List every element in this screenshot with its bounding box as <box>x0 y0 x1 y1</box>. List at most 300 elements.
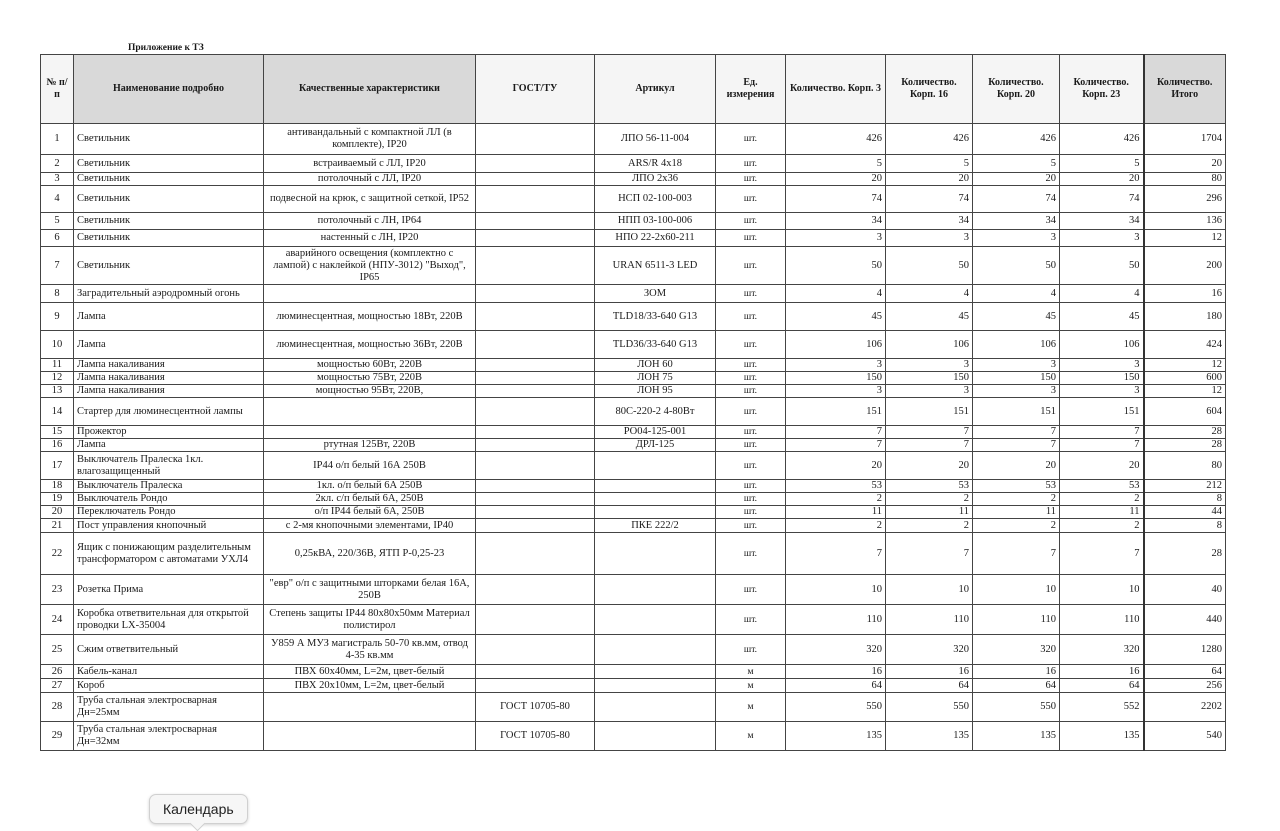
specification-table <box>40 54 1226 751</box>
cell-qty-korp23: 150 <box>1060 372 1144 385</box>
cell-qty-korp3: 2 <box>786 519 886 533</box>
cell-qty-korp3: 2 <box>786 493 886 506</box>
table-row <box>41 693 1226 722</box>
cell-qty-korp3: 151 <box>786 398 886 426</box>
cell-qty-total: 44 <box>1144 506 1226 519</box>
cell-qty-korp16: 16 <box>886 665 973 679</box>
cell-article <box>595 506 716 519</box>
cell-qty-total: 200 <box>1144 247 1226 285</box>
cell-qty-korp3: 550 <box>786 693 886 722</box>
cell-article: TLD36/33-640 G13 <box>595 331 716 359</box>
cell-qty-total: 64 <box>1144 665 1226 679</box>
cell-num: 5 <box>41 213 74 230</box>
cell-gost <box>476 605 595 635</box>
cell-qty-korp3: 64 <box>786 679 886 693</box>
cell-name: Лампа накаливания <box>74 372 264 385</box>
cell-unit: шт. <box>716 519 786 533</box>
cell-num: 6 <box>41 230 74 247</box>
table-row <box>41 331 1226 359</box>
cell-characteristics <box>264 693 476 722</box>
cell-qty-korp16: 2 <box>886 493 973 506</box>
cell-characteristics: о/п IP44 белый 6А, 250В <box>264 506 476 519</box>
cell-qty-korp20: 2 <box>973 493 1060 506</box>
cell-article <box>595 665 716 679</box>
cell-qty-korp20: 7 <box>973 426 1060 439</box>
cell-name: Стартер для люминесцентной лампы <box>74 398 264 426</box>
cell-num: 29 <box>41 722 74 751</box>
cell-name: Светильник <box>74 186 264 213</box>
cell-name: Пост управления кнопочный <box>74 519 264 533</box>
cell-qty-korp16: 7 <box>886 426 973 439</box>
cell-qty-total: 8 <box>1144 493 1226 506</box>
cell-article <box>595 693 716 722</box>
cell-qty-korp20: 550 <box>973 693 1060 722</box>
cell-qty-total: 212 <box>1144 480 1226 493</box>
cell-name: Выключатель Пралеска <box>74 480 264 493</box>
cell-qty-korp20: 20 <box>973 173 1060 186</box>
cell-qty-korp16: 3 <box>886 385 973 398</box>
cell-qty-korp20: 3 <box>973 359 1060 372</box>
cell-name: Лампа <box>74 331 264 359</box>
cell-article: ЛОН 75 <box>595 372 716 385</box>
cell-characteristics: с 2-мя кнопочными элементами, IP40 <box>264 519 476 533</box>
cell-qty-korp20: 7 <box>973 439 1060 452</box>
cell-qty-korp3: 7 <box>786 439 886 452</box>
cell-qty-korp3: 3 <box>786 385 886 398</box>
cell-qty-korp16: 150 <box>886 372 973 385</box>
table-row <box>41 398 1226 426</box>
cell-unit: шт. <box>716 605 786 635</box>
cell-qty-korp20: 4 <box>973 285 1060 303</box>
cell-unit: м <box>716 679 786 693</box>
cell-qty-korp16: 4 <box>886 285 973 303</box>
table-row <box>41 722 1226 751</box>
cell-gost <box>476 493 595 506</box>
table-row <box>41 439 1226 452</box>
cell-qty-total: 136 <box>1144 213 1226 230</box>
cell-name: Труба стальная электросварная Дн=32мм <box>74 722 264 751</box>
cell-qty-total: 604 <box>1144 398 1226 426</box>
cell-characteristics: настенный с ЛН, IP20 <box>264 230 476 247</box>
cell-qty-korp23: 50 <box>1060 247 1144 285</box>
cell-qty-total: 28 <box>1144 426 1226 439</box>
cell-article <box>595 452 716 480</box>
cell-name: Выключатель Пралеска 1кл. влагозащищенный <box>74 452 264 480</box>
cell-qty-total: 256 <box>1144 679 1226 693</box>
cell-qty-total: 180 <box>1144 303 1226 331</box>
cell-qty-korp23: 320 <box>1060 635 1144 665</box>
cell-qty-korp3: 20 <box>786 173 886 186</box>
cell-qty-korp3: 74 <box>786 186 886 213</box>
cell-num: 8 <box>41 285 74 303</box>
cell-gost <box>476 173 595 186</box>
cell-unit: шт. <box>716 506 786 519</box>
cell-qty-korp20: 74 <box>973 186 1060 213</box>
table-row <box>41 519 1226 533</box>
cell-article <box>595 635 716 665</box>
cell-qty-korp20: 10 <box>973 575 1060 605</box>
cell-qty-korp23: 74 <box>1060 186 1144 213</box>
cell-gost <box>476 665 595 679</box>
cell-qty-korp16: 20 <box>886 452 973 480</box>
cell-num: 26 <box>41 665 74 679</box>
cell-unit: шт. <box>716 426 786 439</box>
cell-characteristics <box>264 722 476 751</box>
cell-name: Светильник <box>74 230 264 247</box>
cell-name: Светильник <box>74 155 264 173</box>
header-qty-korp20: Количество. Корп. 20 <box>973 55 1060 124</box>
cell-qty-korp3: 3 <box>786 359 886 372</box>
cell-name: Заградительный аэродромный огонь <box>74 285 264 303</box>
cell-article <box>595 480 716 493</box>
header-qty-total: Количество. Итого <box>1144 55 1226 124</box>
cell-qty-korp20: 45 <box>973 303 1060 331</box>
cell-article <box>595 533 716 575</box>
cell-qty-korp23: 16 <box>1060 665 1144 679</box>
cell-gost <box>476 213 595 230</box>
table-row <box>41 186 1226 213</box>
cell-qty-korp3: 7 <box>786 426 886 439</box>
cell-qty-korp16: 74 <box>886 186 973 213</box>
cell-qty-korp23: 11 <box>1060 506 1144 519</box>
cell-unit: шт. <box>716 439 786 452</box>
cell-article <box>595 679 716 693</box>
cell-characteristics: 2кл. с/п белый 6А, 250В <box>264 493 476 506</box>
cell-qty-korp16: 110 <box>886 605 973 635</box>
cell-qty-korp16: 135 <box>886 722 973 751</box>
cell-characteristics: аварийного освещения (комплектно с лампой) с наклейкой (НПУ-3012) "Выход", IP65 <box>264 247 476 285</box>
cell-article <box>595 493 716 506</box>
cell-article <box>595 605 716 635</box>
cell-name: Лампа <box>74 303 264 331</box>
table-row <box>41 230 1226 247</box>
header-name: Наименование подробно <box>74 55 264 124</box>
cell-qty-korp20: 151 <box>973 398 1060 426</box>
cell-characteristics: ПВХ 20х10мм, L=2м, цвет-белый <box>264 679 476 693</box>
cell-qty-korp20: 320 <box>973 635 1060 665</box>
cell-characteristics: люминесцентная, мощностью 36Вт, 220В <box>264 331 476 359</box>
cell-characteristics: подвесной на крюк, с защитной сеткой, IP52 <box>264 186 476 213</box>
cell-qty-total: 12 <box>1144 359 1226 372</box>
cell-qty-korp23: 4 <box>1060 285 1144 303</box>
cell-qty-korp16: 7 <box>886 439 973 452</box>
cell-unit: шт. <box>716 575 786 605</box>
cell-qty-korp16: 426 <box>886 124 973 155</box>
cell-article: ЛПО 2х36 <box>595 173 716 186</box>
cell-gost <box>476 155 595 173</box>
cell-qty-total: 296 <box>1144 186 1226 213</box>
cell-qty-korp23: 2 <box>1060 493 1144 506</box>
cell-qty-korp3: 426 <box>786 124 886 155</box>
cell-name: Светильник <box>74 247 264 285</box>
cell-characteristics: ртутная 125Вт, 220В <box>264 439 476 452</box>
cell-qty-korp3: 106 <box>786 331 886 359</box>
cell-num: 13 <box>41 385 74 398</box>
cell-qty-total: 2202 <box>1144 693 1226 722</box>
cell-qty-korp3: 320 <box>786 635 886 665</box>
cell-unit: шт. <box>716 385 786 398</box>
table-row <box>41 247 1226 285</box>
cell-qty-korp23: 7 <box>1060 439 1144 452</box>
cell-qty-korp23: 34 <box>1060 213 1144 230</box>
cell-unit: шт. <box>716 186 786 213</box>
cell-gost <box>476 230 595 247</box>
cell-gost <box>476 124 595 155</box>
cell-name: Кабель-канал <box>74 665 264 679</box>
cell-qty-total: 424 <box>1144 331 1226 359</box>
cell-qty-korp16: 34 <box>886 213 973 230</box>
cell-gost <box>476 385 595 398</box>
cell-unit: шт. <box>716 452 786 480</box>
cell-num: 11 <box>41 359 74 372</box>
cell-num: 21 <box>41 519 74 533</box>
cell-qty-korp3: 7 <box>786 533 886 575</box>
table-body <box>41 124 1226 751</box>
cell-characteristics <box>264 398 476 426</box>
cell-qty-korp3: 20 <box>786 452 886 480</box>
cell-qty-korp16: 45 <box>886 303 973 331</box>
cell-article: 80С-220-2 4-80Вт <box>595 398 716 426</box>
cell-gost <box>476 679 595 693</box>
table-row <box>41 385 1226 398</box>
cell-name: Сжим ответвительный <box>74 635 264 665</box>
cell-qty-korp23: 7 <box>1060 533 1144 575</box>
cell-qty-korp16: 3 <box>886 230 973 247</box>
cell-qty-korp23: 64 <box>1060 679 1144 693</box>
cell-unit: шт. <box>716 533 786 575</box>
cell-qty-korp23: 3 <box>1060 230 1144 247</box>
cell-num: 16 <box>41 439 74 452</box>
table-row <box>41 303 1226 331</box>
cell-qty-korp16: 10 <box>886 575 973 605</box>
cell-qty-korp20: 150 <box>973 372 1060 385</box>
cell-qty-korp20: 50 <box>973 247 1060 285</box>
cell-qty-korp16: 53 <box>886 480 973 493</box>
cell-gost <box>476 506 595 519</box>
cell-qty-korp3: 16 <box>786 665 886 679</box>
cell-qty-korp3: 53 <box>786 480 886 493</box>
cell-qty-korp16: 64 <box>886 679 973 693</box>
table-row <box>41 173 1226 186</box>
table-row <box>41 493 1226 506</box>
cell-unit: шт. <box>716 480 786 493</box>
cell-num: 15 <box>41 426 74 439</box>
cell-num: 1 <box>41 124 74 155</box>
cell-qty-korp23: 20 <box>1060 173 1144 186</box>
cell-article: ЛОН 60 <box>595 359 716 372</box>
table-row <box>41 679 1226 693</box>
cell-qty-korp23: 106 <box>1060 331 1144 359</box>
cell-num: 14 <box>41 398 74 426</box>
cell-article: URAN 6511-3 LED <box>595 247 716 285</box>
cell-unit: шт. <box>716 303 786 331</box>
cell-qty-korp3: 45 <box>786 303 886 331</box>
cell-article <box>595 722 716 751</box>
cell-num: 3 <box>41 173 74 186</box>
cell-qty-korp20: 11 <box>973 506 1060 519</box>
cell-qty-korp20: 34 <box>973 213 1060 230</box>
cell-qty-korp20: 135 <box>973 722 1060 751</box>
cell-unit: шт. <box>716 285 786 303</box>
table-row <box>41 285 1226 303</box>
cell-num: 4 <box>41 186 74 213</box>
cell-characteristics: "евр" о/п с защитными шторками белая 16А, 250В <box>264 575 476 605</box>
cell-qty-korp23: 10 <box>1060 575 1144 605</box>
cell-gost <box>476 575 595 605</box>
cell-unit: м <box>716 665 786 679</box>
cell-qty-korp23: 3 <box>1060 385 1144 398</box>
table-row <box>41 635 1226 665</box>
cell-gost <box>476 247 595 285</box>
cell-qty-korp23: 135 <box>1060 722 1144 751</box>
header-gost: ГОСТ/ТУ <box>476 55 595 124</box>
cell-qty-korp23: 20 <box>1060 452 1144 480</box>
cell-qty-korp16: 550 <box>886 693 973 722</box>
cell-qty-korp20: 3 <box>973 385 1060 398</box>
cell-qty-total: 12 <box>1144 230 1226 247</box>
table-row <box>41 605 1226 635</box>
cell-num: 24 <box>41 605 74 635</box>
cell-characteristics: 1кл. о/п белый 6А 250В <box>264 480 476 493</box>
table-row <box>41 359 1226 372</box>
cell-qty-korp16: 2 <box>886 519 973 533</box>
cell-name: Светильник <box>74 173 264 186</box>
cell-qty-korp16: 106 <box>886 331 973 359</box>
cell-name: Прожектор <box>74 426 264 439</box>
cell-qty-total: 80 <box>1144 452 1226 480</box>
cell-name: Лампа накаливания <box>74 385 264 398</box>
cell-characteristics: потолочный с ЛН, IP64 <box>264 213 476 230</box>
cell-characteristics: IP44 о/п белый 16А 250В <box>264 452 476 480</box>
cell-qty-korp3: 150 <box>786 372 886 385</box>
cell-characteristics: Степень защиты IP44 80х80х50мм Материал полистирол <box>264 605 476 635</box>
cell-gost <box>476 186 595 213</box>
cell-qty-korp23: 552 <box>1060 693 1144 722</box>
cell-qty-korp23: 45 <box>1060 303 1144 331</box>
cell-num: 7 <box>41 247 74 285</box>
cell-characteristics: встраиваемый с ЛЛ, IP20 <box>264 155 476 173</box>
cell-qty-korp20: 7 <box>973 533 1060 575</box>
table-row <box>41 533 1226 575</box>
cell-num: 28 <box>41 693 74 722</box>
cell-article: ЗОМ <box>595 285 716 303</box>
cell-characteristics: ПВХ 60х40мм, L=2м, цвет-белый <box>264 665 476 679</box>
cell-qty-korp16: 7 <box>886 533 973 575</box>
cell-qty-korp20: 5 <box>973 155 1060 173</box>
cell-gost <box>476 398 595 426</box>
cell-name: Розетка Прима <box>74 575 264 605</box>
cell-characteristics <box>264 285 476 303</box>
table-row <box>41 124 1226 155</box>
cell-name: Выключатель Рондо <box>74 493 264 506</box>
cell-num: 20 <box>41 506 74 519</box>
cell-name: Лампа накаливания <box>74 359 264 372</box>
cell-article: НПО 22-2х60-211 <box>595 230 716 247</box>
cell-num: 27 <box>41 679 74 693</box>
header-num: № п/п <box>41 55 74 124</box>
cell-qty-korp16: 20 <box>886 173 973 186</box>
cell-gost <box>476 285 595 303</box>
header-characteristics: Качественные характеристики <box>264 55 476 124</box>
cell-qty-korp16: 3 <box>886 359 973 372</box>
cell-qty-total: 1704 <box>1144 124 1226 155</box>
table-row <box>41 506 1226 519</box>
cell-name: Ящик с понижающим разделительным трансформатором с автоматами УХЛ4 <box>74 533 264 575</box>
cell-unit: шт. <box>716 173 786 186</box>
cell-gost <box>476 426 595 439</box>
cell-unit: м <box>716 693 786 722</box>
cell-qty-korp20: 16 <box>973 665 1060 679</box>
cell-qty-korp3: 10 <box>786 575 886 605</box>
cell-characteristics: мощностью 60Вт, 220В <box>264 359 476 372</box>
cell-article: НСП 02-100-003 <box>595 186 716 213</box>
cell-qty-korp23: 7 <box>1060 426 1144 439</box>
header-qty-korp3: Количество. Корп. 3 <box>786 55 886 124</box>
cell-qty-korp16: 151 <box>886 398 973 426</box>
cell-gost: ГОСТ 10705-80 <box>476 722 595 751</box>
cell-gost: ГОСТ 10705-80 <box>476 693 595 722</box>
cell-num: 18 <box>41 480 74 493</box>
cell-num: 9 <box>41 303 74 331</box>
cell-gost <box>476 533 595 575</box>
cell-article: РО04-125-001 <box>595 426 716 439</box>
cell-num: 22 <box>41 533 74 575</box>
table-row <box>41 155 1226 173</box>
table-row <box>41 452 1226 480</box>
table-row <box>41 213 1226 230</box>
cell-qty-total: 12 <box>1144 385 1226 398</box>
cell-qty-total: 8 <box>1144 519 1226 533</box>
cell-article: НПП 03-100-006 <box>595 213 716 230</box>
cell-article: TLD18/33-640 G13 <box>595 303 716 331</box>
cell-qty-korp23: 110 <box>1060 605 1144 635</box>
cell-qty-korp20: 3 <box>973 230 1060 247</box>
cell-qty-korp3: 11 <box>786 506 886 519</box>
cell-qty-korp20: 64 <box>973 679 1060 693</box>
cell-qty-total: 80 <box>1144 173 1226 186</box>
cell-name: Коробка ответвительная для открытой проводки LX-35004 <box>74 605 264 635</box>
cell-qty-total: 16 <box>1144 285 1226 303</box>
cell-qty-total: 1280 <box>1144 635 1226 665</box>
cell-qty-korp3: 4 <box>786 285 886 303</box>
cell-gost <box>476 359 595 372</box>
header-unit: Ед. измерения <box>716 55 786 124</box>
table-header <box>41 55 1226 124</box>
cell-unit: шт. <box>716 124 786 155</box>
cell-qty-korp16: 50 <box>886 247 973 285</box>
table-row <box>41 480 1226 493</box>
cell-qty-total: 28 <box>1144 439 1226 452</box>
cell-qty-total: 40 <box>1144 575 1226 605</box>
cell-qty-korp16: 320 <box>886 635 973 665</box>
cell-gost <box>476 331 595 359</box>
cell-characteristics: У859 А МУЗ магистраль 50-70 кв.мм, отвод 4-35 кв.мм <box>264 635 476 665</box>
cell-characteristics: мощностью 95Вт, 220В, <box>264 385 476 398</box>
cell-unit: шт. <box>716 359 786 372</box>
cell-unit: шт. <box>716 247 786 285</box>
cell-num: 19 <box>41 493 74 506</box>
cell-unit: шт. <box>716 155 786 173</box>
cell-name: Светильник <box>74 124 264 155</box>
cell-qty-korp20: 53 <box>973 480 1060 493</box>
cell-gost <box>476 452 595 480</box>
table-row <box>41 665 1226 679</box>
cell-qty-korp23: 53 <box>1060 480 1144 493</box>
cell-gost <box>476 303 595 331</box>
cell-name: Труба стальная электросварная Дн=25мм <box>74 693 264 722</box>
cell-num: 2 <box>41 155 74 173</box>
table-row <box>41 575 1226 605</box>
